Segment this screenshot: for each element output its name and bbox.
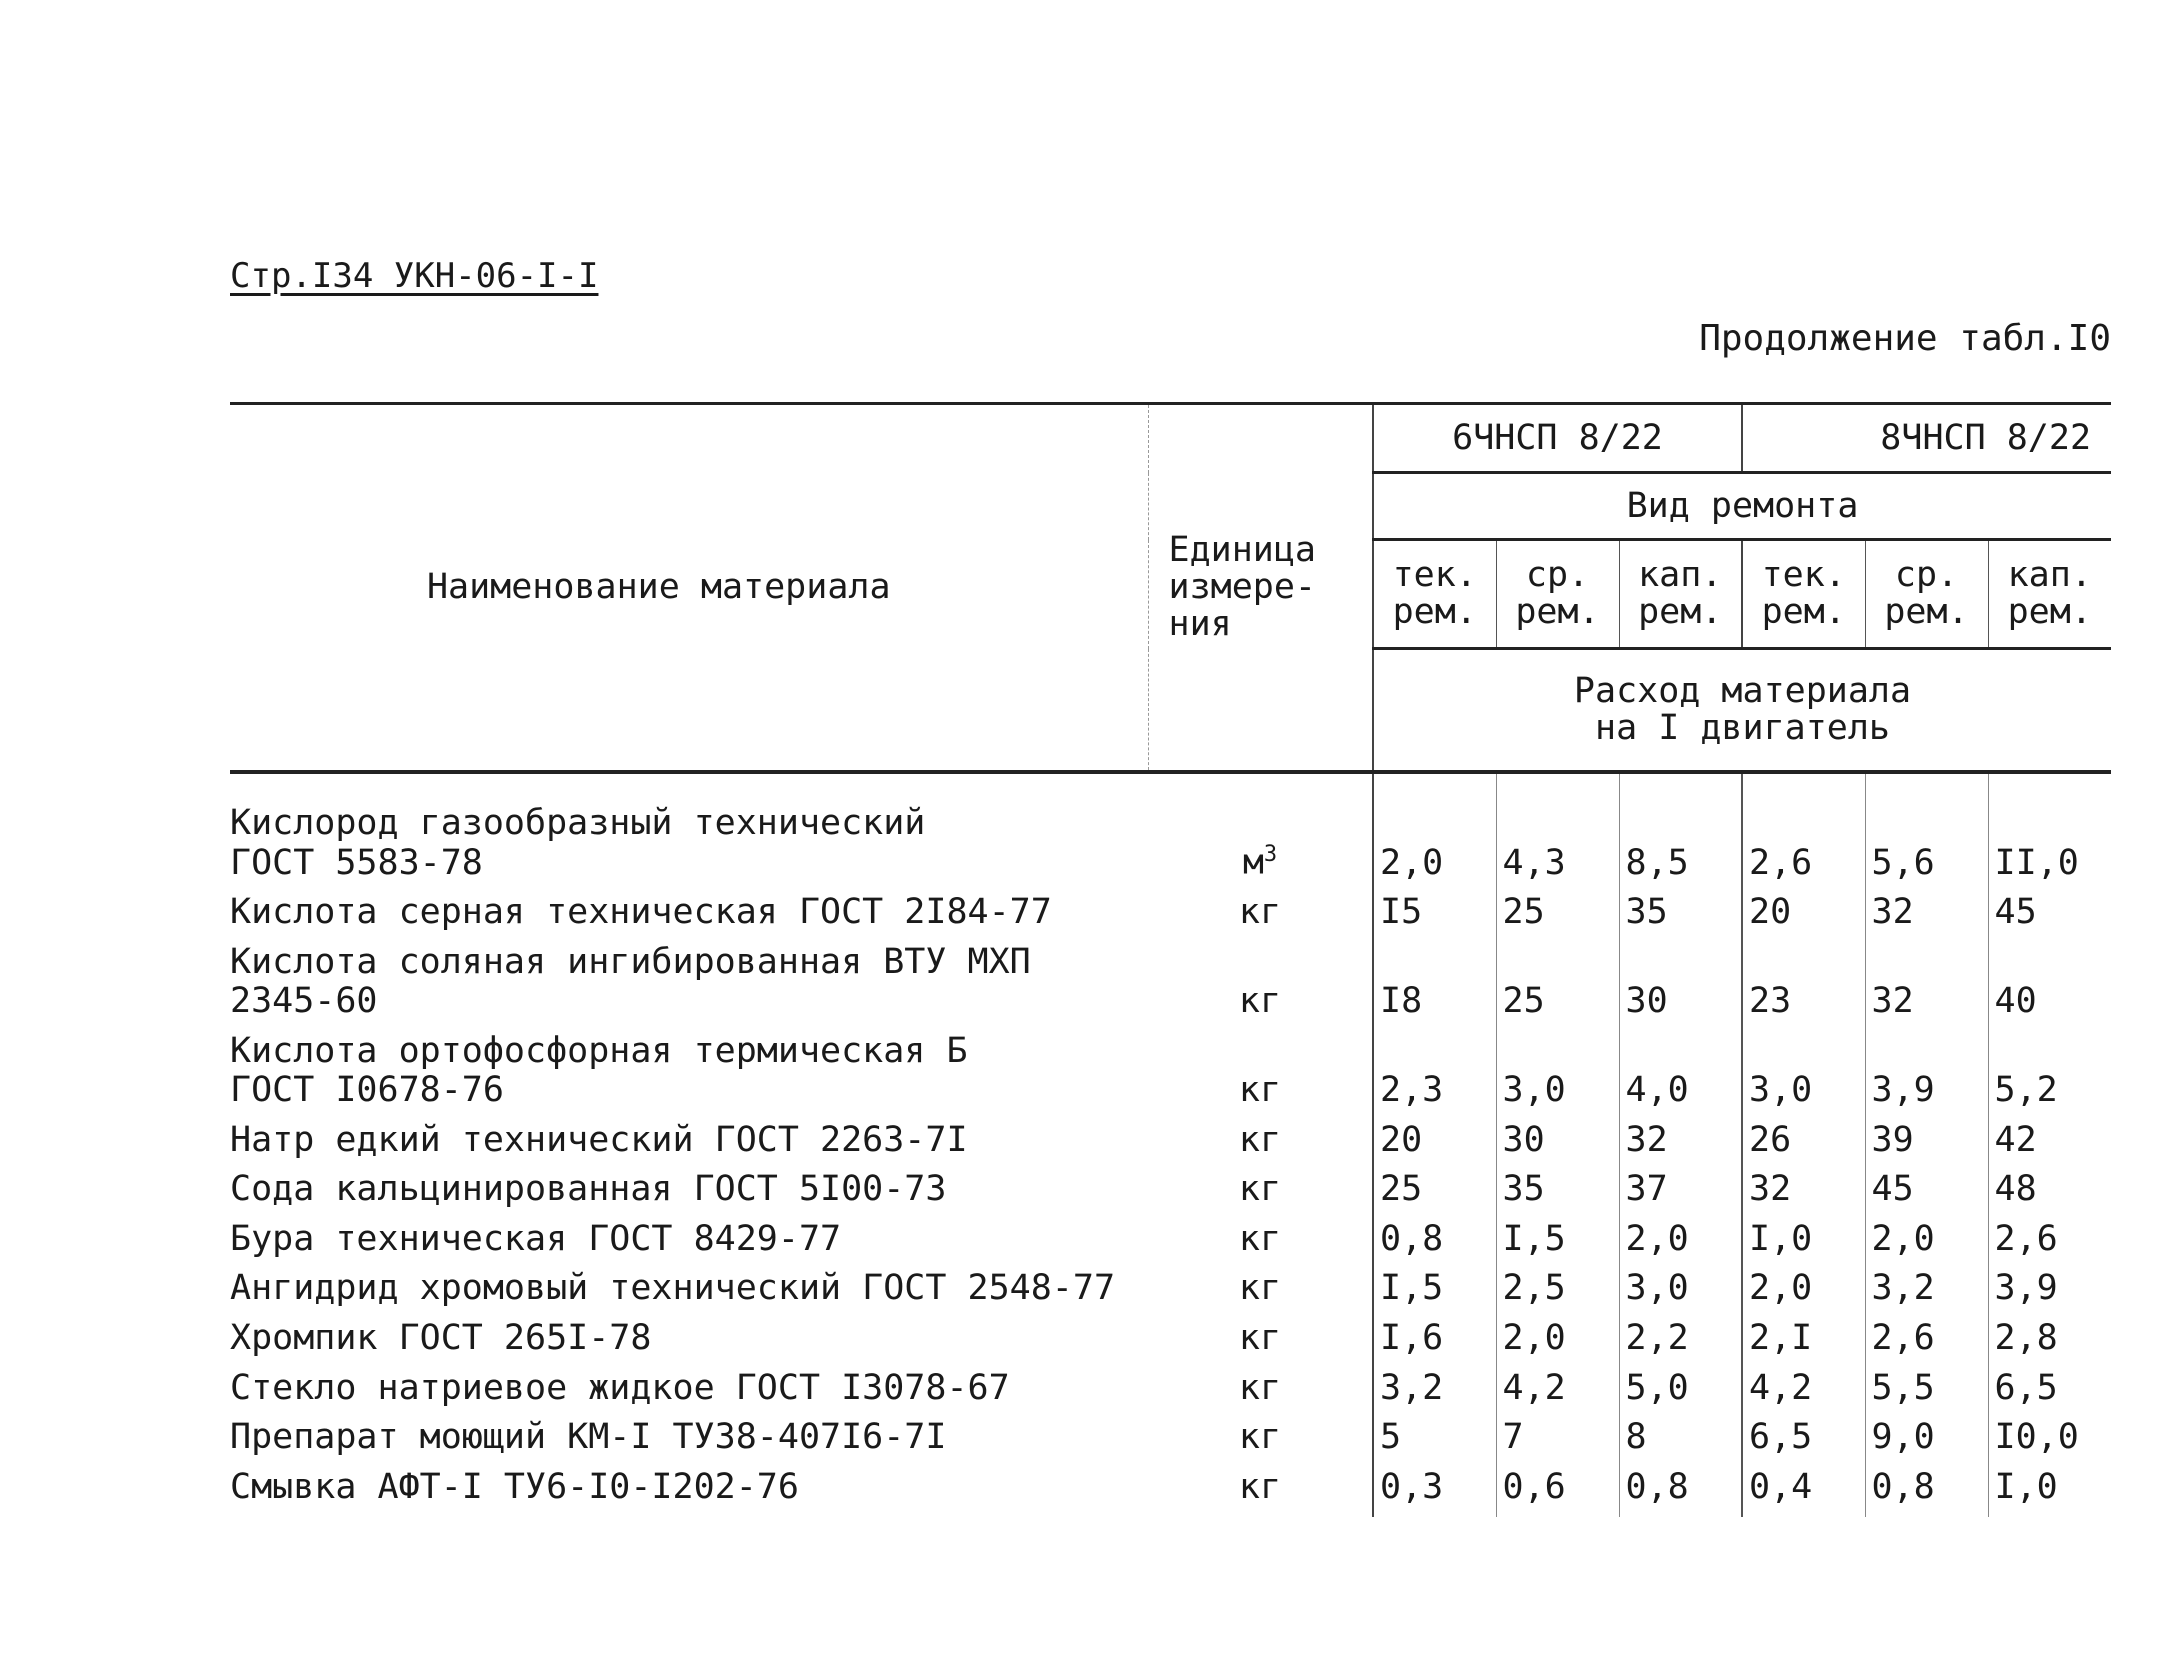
unit-value: кг	[1238, 981, 1282, 1022]
materials-table-container	[230, 402, 2111, 1517]
repair-kind-header	[1373, 540, 1496, 649]
repair-kind-line: кап.	[1638, 555, 1723, 596]
material-name-line: Препарат моющий КМ-I ТУ38-407I6-7I	[230, 1417, 947, 1458]
consumption-value: 39	[1865, 1121, 1988, 1171]
unit-cell	[1148, 893, 1373, 943]
page-reference: Стр.I34 УКН-06-I-I	[230, 256, 599, 296]
material-name-line: Кислота соляная ингибированная ВТУ МХП	[230, 941, 1031, 982]
material-name-line: ГОСТ 5583-78	[230, 842, 483, 883]
repair-kind-line: кап.	[2007, 555, 2092, 596]
consumption-value: 2,6	[1742, 772, 1865, 893]
consumption-value: 8,5	[1619, 772, 1742, 893]
consumption-value: 4,0	[1619, 1032, 1742, 1121]
consumption-value: 0,3	[1380, 1466, 1444, 1507]
material-name	[230, 943, 1148, 1032]
table-row	[230, 1418, 2111, 1468]
consumption-value: 20	[1380, 1119, 1423, 1160]
table-row	[230, 1319, 2111, 1369]
consumption-value: 25	[1496, 893, 1619, 943]
unit-cell	[1148, 1032, 1373, 1121]
consumption-value: 37	[1619, 1170, 1742, 1220]
table-row	[230, 1468, 2111, 1518]
consumption-value: 32	[1865, 943, 1988, 1032]
consumption-value: I,6	[1380, 1318, 1444, 1359]
material-name-line: Хромпик ГОСТ 265I-78	[230, 1318, 652, 1359]
consumption-value: 2,0	[1619, 1220, 1742, 1270]
engine-header-6chnsp: 6ЧНСП 8/22	[1373, 404, 1742, 473]
unit-value: кг	[1238, 1417, 1282, 1458]
consumption-value: I,5	[1380, 1268, 1444, 1309]
consumption-value: 23	[1742, 943, 1865, 1032]
unit-superscript: 3	[1263, 841, 1278, 867]
consumption-value: 3,9	[1988, 1269, 2111, 1319]
unit-value: кг	[1238, 1268, 1282, 1309]
table-row	[230, 893, 2111, 943]
materials-table	[230, 402, 2111, 1517]
material-name-line: Смывка АФТ-I ТУ6-I0-I202-76	[230, 1466, 799, 1507]
consumption-value: 4,2	[1496, 1369, 1619, 1419]
consumption-value: 6,5	[1988, 1369, 2111, 1419]
consumption-value: 2,0	[1496, 1319, 1619, 1369]
unit-value: кг	[1238, 1070, 1282, 1111]
consumption-value: 9,0	[1865, 1418, 1988, 1468]
consumption-value: 0,8	[1619, 1468, 1742, 1518]
consumption-value: 25	[1496, 943, 1619, 1032]
consumption-value: 0,8	[1380, 1218, 1444, 1259]
engine-header-8chnsp: 8ЧНСП 8/22	[1742, 404, 2111, 473]
repair-kind-line: рем.	[1515, 592, 1600, 632]
consumption-value: 20	[1742, 893, 1865, 943]
unit-cell	[1148, 1468, 1373, 1518]
material-name	[230, 772, 1148, 893]
table-row	[230, 772, 2111, 893]
repair-kind-header	[1742, 540, 1865, 649]
consumption-value: 3,0	[1742, 1032, 1865, 1121]
unit-header-line: ния	[1168, 603, 1232, 644]
consumption-value: 40	[1988, 943, 2111, 1032]
consumption-value: 2,6	[1865, 1319, 1988, 1369]
consumption-value: I0,0	[1988, 1418, 2111, 1468]
consumption-value: I,5	[1496, 1220, 1619, 1270]
repair-kind-line: рем.	[1884, 592, 1969, 632]
material-name-line: ГОСТ I0678-76	[230, 1070, 504, 1111]
consumption-value: 4,2	[1742, 1369, 1865, 1419]
repair-kind-line: тек.	[1761, 555, 1846, 596]
consumption-value: 5	[1380, 1417, 1402, 1458]
consumption-value: 45	[1865, 1170, 1988, 1220]
unit-value: кг	[1238, 892, 1282, 933]
consumption-value: 5,0	[1619, 1369, 1742, 1419]
consumption-value: 2,5	[1496, 1269, 1619, 1319]
consumption-value: I5	[1380, 892, 1423, 933]
repair-kind-line: рем.	[1392, 592, 1477, 632]
material-name	[230, 1121, 1148, 1171]
consumption-value: 7	[1496, 1418, 1619, 1468]
table-row	[230, 943, 2111, 1032]
repair-kind-header	[1619, 540, 1742, 649]
unit-value: кг	[1238, 1169, 1282, 1210]
unit-header-line: Единица	[1168, 530, 1317, 571]
unit-cell	[1148, 772, 1373, 893]
unit-value: кг	[1238, 1367, 1282, 1408]
consumption-value: 32	[1742, 1170, 1865, 1220]
unit-cell	[1148, 1220, 1373, 1270]
consumption-value: 30	[1496, 1121, 1619, 1171]
repair-kind-line: ср.	[1525, 555, 1590, 596]
consumption-value: 3,2	[1865, 1269, 1988, 1319]
consumption-header-line: Расход материала	[1573, 671, 1912, 712]
consumption-value: 2,0	[1742, 1269, 1865, 1319]
table-row	[230, 1269, 2111, 1319]
repair-type-header: Вид ремонта	[1373, 473, 2111, 540]
consumption-value: 5,6	[1865, 772, 1988, 893]
consumption-value: 6,5	[1742, 1418, 1865, 1468]
consumption-value: 35	[1619, 893, 1742, 943]
unit-cell	[1148, 1418, 1373, 1468]
material-name	[230, 1269, 1148, 1319]
materials-table-body	[230, 772, 2111, 1517]
consumption-value: 32	[1619, 1121, 1742, 1171]
repair-kind-header	[1496, 540, 1619, 649]
consumption-value: 26	[1742, 1121, 1865, 1171]
material-name-line: Натр едкий технический ГОСТ 2263-7I	[230, 1119, 968, 1160]
column-header-material-name: Наименование материала	[230, 404, 1148, 773]
consumption-value: 2,I	[1742, 1319, 1865, 1369]
unit-value: кг	[1238, 1318, 1282, 1359]
consumption-header	[1373, 649, 2111, 773]
consumption-value: I,0	[1988, 1468, 2111, 1518]
repair-kind-line: рем.	[2007, 592, 2092, 632]
consumption-value: 3,0	[1619, 1269, 1742, 1319]
consumption-value: 3,9	[1865, 1032, 1988, 1121]
consumption-header-line: на I двигатель	[1595, 708, 1891, 748]
unit-header-line: измере-	[1168, 567, 1317, 608]
consumption-value: 42	[1988, 1121, 2111, 1171]
table-row	[230, 1170, 2111, 1220]
repair-kind-line: ср.	[1894, 555, 1959, 596]
unit-cell	[1148, 1170, 1373, 1220]
unit-cell	[1148, 1121, 1373, 1171]
material-name	[230, 1418, 1148, 1468]
unit-value: кг	[1238, 1466, 1282, 1507]
table-row	[230, 1121, 2111, 1171]
unit-value: кг	[1238, 1218, 1282, 1259]
unit-cell	[1148, 1369, 1373, 1419]
unit-cell	[1148, 1319, 1373, 1369]
material-name-line: Кислота серная техническая ГОСТ 2I84-77	[230, 892, 1052, 933]
consumption-value: 2,0	[1865, 1220, 1988, 1270]
consumption-value: 3,0	[1496, 1032, 1619, 1121]
consumption-value: 2,2	[1619, 1319, 1742, 1369]
material-name-line: Сода кальцинированная ГОСТ 5I00-73	[230, 1169, 947, 1210]
material-name-line: Стекло натриевое жидкое ГОСТ I3078-67	[230, 1367, 1010, 1408]
material-name	[230, 1468, 1148, 1518]
material-name-line: 2345-60	[230, 981, 378, 1022]
consumption-value: 25	[1380, 1169, 1423, 1210]
material-name	[230, 1170, 1148, 1220]
material-name	[230, 1319, 1148, 1369]
column-header-unit	[1148, 404, 1373, 773]
consumption-value: 2,8	[1988, 1319, 2111, 1369]
consumption-value: 2,0	[1380, 842, 1444, 883]
material-name-line: Кислота ортофосфорная термическая Б	[230, 1030, 968, 1071]
unit-cell	[1148, 1269, 1373, 1319]
material-name	[230, 1032, 1148, 1121]
consumption-value: 48	[1988, 1170, 2111, 1220]
consumption-value: 2,6	[1988, 1220, 2111, 1270]
unit-value: кг	[1238, 1119, 1282, 1160]
material-name-line: Кислород газообразный технический	[230, 803, 926, 843]
repair-kind-header	[1865, 540, 1988, 649]
consumption-value: II,0	[1988, 772, 2111, 893]
unit-value: м	[1242, 842, 1264, 883]
consumption-value: 2,3	[1380, 1070, 1444, 1111]
table-row	[230, 1220, 2111, 1270]
consumption-value: 8	[1619, 1418, 1742, 1468]
table-row	[230, 1032, 2111, 1121]
consumption-value: I8	[1380, 981, 1423, 1022]
material-name-line: Бура техническая ГОСТ 8429-77	[230, 1218, 842, 1259]
repair-kind-line: тек.	[1392, 555, 1477, 596]
consumption-value: 45	[1988, 893, 2111, 943]
repair-kind-line: рем.	[1761, 592, 1846, 632]
consumption-value: 4,3	[1496, 772, 1619, 893]
consumption-value: 0,6	[1496, 1468, 1619, 1518]
unit-cell	[1148, 943, 1373, 1032]
material-name	[230, 1220, 1148, 1270]
consumption-value: 3,2	[1380, 1367, 1444, 1408]
table-continuation-label: Продолжение табл.I0	[1699, 318, 2111, 359]
consumption-value: 5,2	[1988, 1032, 2111, 1121]
repair-kind-header	[1988, 540, 2111, 649]
consumption-value: 32	[1865, 893, 1988, 943]
consumption-value: 0,8	[1865, 1468, 1988, 1518]
consumption-value: 5,5	[1865, 1369, 1988, 1419]
consumption-value: 30	[1619, 943, 1742, 1032]
consumption-value: 35	[1496, 1170, 1619, 1220]
repair-kind-line: рем.	[1638, 592, 1723, 632]
consumption-value: 0,4	[1742, 1468, 1865, 1518]
material-name-line: Ангидрид хромовый технический ГОСТ 2548-77	[230, 1268, 1116, 1309]
material-name	[230, 893, 1148, 943]
material-name	[230, 1369, 1148, 1419]
table-row	[230, 1369, 2111, 1419]
consumption-value: I,0	[1742, 1220, 1865, 1270]
